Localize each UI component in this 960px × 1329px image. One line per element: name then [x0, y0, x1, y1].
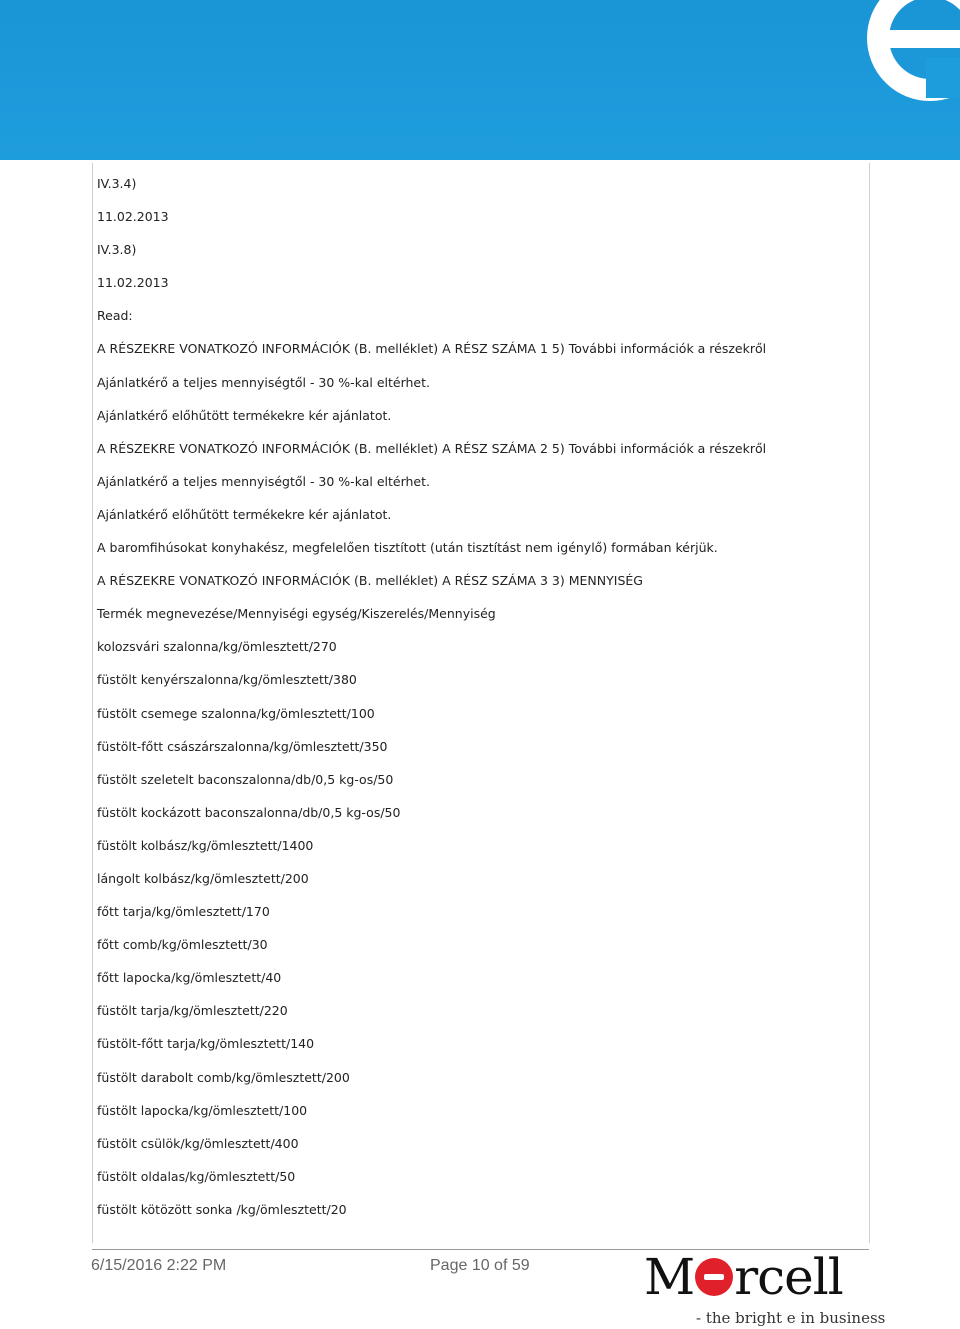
document-body	[97, 175, 857, 1234]
red-e-icon	[695, 1258, 733, 1296]
read-label: Read:	[97, 308, 133, 324]
product-item: füstölt kolbász/kg/ömlesztett/1400	[97, 837, 314, 853]
product-item: füstölt csülök/kg/ömlesztett/400	[97, 1135, 299, 1151]
footer-timestamp: 6/15/2016 2:22 PM	[91, 1257, 227, 1274]
text-line: Ajánlatkérő előhűtött termékekre kér ajánlatot.	[97, 506, 392, 522]
section-ref: IV.3.8)	[97, 242, 137, 258]
product-item: füstölt kenyérszalonna/kg/ömlesztett/380	[97, 672, 357, 688]
part-heading: A RÉSZEKRE VONATKOZÓ INFORMÁCIÓK (B. melléklet) A RÉSZ SZÁMA 2 5) További információk a részekről	[97, 440, 767, 456]
date-line: 11.02.2013	[97, 209, 169, 225]
text-line: Ajánlatkérő a teljes mennyiségtől - 30 %-kal eltérhet.	[97, 473, 430, 489]
part-heading: A RÉSZEKRE VONATKOZÓ INFORMÁCIÓK (B. melléklet) A RÉSZ SZÁMA 3 3) MENNYISÉG	[97, 573, 643, 589]
product-item: füstölt szeletelt baconszalonna/db/0,5 kg-os/50	[97, 771, 394, 787]
date-line: 11.02.2013	[97, 275, 169, 291]
marcell-logo	[640, 1248, 886, 1329]
logo-wordmark	[644, 1248, 843, 1306]
text-line: Ajánlatkérő előhűtött termékekre kér ajánlatot.	[97, 407, 392, 423]
product-item: főtt tarja/kg/ömlesztett/170	[97, 904, 270, 920]
product-table-header: Termék megnevezése/Mennyiségi egység/Kiszerelés/Mennyiség	[97, 606, 496, 622]
product-item: füstölt darabolt comb/kg/ömlesztett/200	[97, 1069, 350, 1085]
product-item: füstölt kockázott baconszalonna/db/0,5 kg-os/50	[97, 804, 401, 820]
section-ref: IV.3.4)	[97, 176, 137, 191]
product-item: füstölt-főtt tarja/kg/ömlesztett/140	[97, 1036, 315, 1052]
product-item: lángolt kolbász/kg/ömlesztett/200	[97, 870, 309, 886]
logo-tagline: - the bright e in business	[696, 1309, 886, 1327]
text-line: A baromfihúsokat konyhakész, megfelelően tisztított (után tisztítást nem igénylő) formában kérjük.	[97, 540, 718, 556]
product-item: füstölt-főtt császárszalonna/kg/ömlesztett/350	[97, 738, 388, 754]
logo-text-start: M	[644, 1248, 695, 1306]
product-item: főtt comb/kg/ömlesztett/30	[97, 937, 268, 953]
top-banner	[0, 0, 960, 160]
product-item: füstölt tarja/kg/ömlesztett/220	[97, 1003, 288, 1019]
product-item: füstölt oldalas/kg/ömlesztett/50	[97, 1168, 296, 1184]
product-item: kolozsvári szalonna/kg/ömlesztett/270	[97, 639, 337, 655]
text-line: Ajánlatkérő a teljes mennyiségtől - 30 %-kal eltérhet.	[97, 374, 430, 390]
e-logo-icon	[830, 0, 960, 110]
product-item: füstölt csemege szalonna/kg/ömlesztett/100	[97, 705, 375, 721]
product-item: füstölt lapocka/kg/ömlesztett/100	[97, 1102, 308, 1118]
part-heading: A RÉSZEKRE VONATKOZÓ INFORMÁCIÓK (B. melléklet) A RÉSZ SZÁMA 1 5) További információk a részekről	[97, 341, 767, 357]
page-number: Page 10 of 59	[430, 1257, 530, 1274]
logo-text-end: rcell	[734, 1248, 843, 1306]
product-item: füstölt kötözött sonka /kg/ömlesztett/20	[97, 1201, 347, 1217]
product-item: főtt lapocka/kg/ömlesztett/40	[97, 970, 282, 986]
